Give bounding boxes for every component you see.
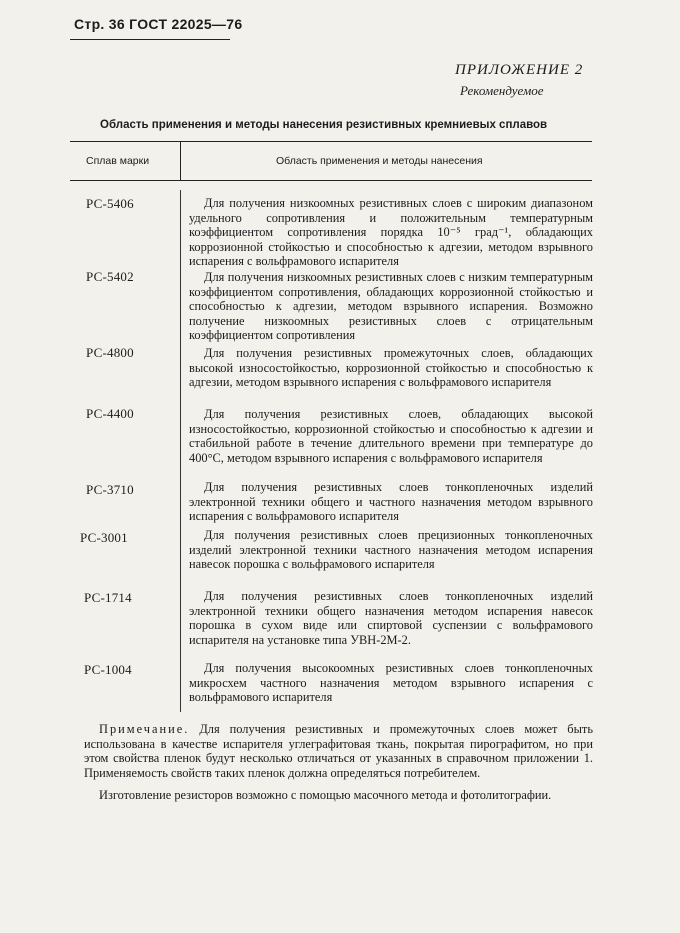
table-header-rule (70, 180, 592, 181)
alloy-grade: РС-4400 (86, 406, 134, 421)
alloy-grade: РС-4800 (86, 345, 134, 360)
description-column-line (180, 190, 181, 712)
alloy-grade: РС-1714 (84, 590, 132, 605)
alloy-grade: РС-5406 (86, 196, 134, 211)
alloy-grade: РС-1004 (84, 662, 132, 677)
page-header-rule (70, 39, 230, 40)
closing-paragraph: Изготовление резисторов возможно с помощью масочного метода и фотолитографии. (99, 788, 552, 802)
note-text: Для получения резистивных и промежуточных слоев может быть использована в качестве испарителя углеграфитовая ткань, покрытая пирографитом, но при этом свойства пленок будут несколько отличаться от указанных в справочном приложении 1. Применяемость свойств таких пленок должна определяться потребителем. (84, 722, 593, 780)
table-top-rule (70, 141, 592, 142)
column-header-alloy: Сплав марки (86, 155, 150, 167)
page-header: Стр. 36 ГОСТ 22025—76 (74, 16, 243, 32)
note-label: Примечание. (99, 722, 190, 736)
appendix-status: Рекомендуемое (460, 83, 544, 98)
alloy-grade: РС-3710 (86, 482, 134, 497)
alloy-description: Для получения резистивных слоев тонкопленочных изделий электронной техники общего назначения методом испарения навесок порошка в сухом виде или спиртовой суспензии с вольфрамового испарителя на установке типа УВН-2М-2. (189, 589, 593, 647)
document-title: Область применения и методы нанесения резистивных кремниевых сплавов (100, 119, 548, 131)
alloy-description: Для получения резистивных промежуточных слоев, обладающих высокой износостойкостью, коррозионной стойкостью и способностью к адгезии, методом взрывного испарения с вольфрамового испарителя (189, 346, 593, 390)
alloy-grade: РС-5402 (86, 269, 134, 284)
appendix-title: ПРИЛОЖЕНИЕ 2 (455, 62, 584, 78)
alloy-description: Для получения резистивных слоев тонкопленочных изделий электронной техники общего и частного назначения методом взрывного испарения с вольфрамового испарителя (189, 480, 593, 524)
alloy-description: Для получения резистивных слоев, обладающих высокой износостойкостью, коррозионной стойкостью и способностью к адгезии и стабильной работе в течение длительного времени при температуре до 400°С, методом взрывного испарения с вольфрамового испарителя (189, 407, 593, 465)
alloy-description: Для получения высокоомных резистивных слоев тонкопленочных микросхем частного назначения методом взрывного испарения с вольфрамового испарителя (189, 661, 593, 705)
alloy-description: Для получения низкоомных резистивных слоев с низким температурным коэффициентом сопротивления, обладающих коррозионной стойкостью и способностью к адгезии, методом взрывного испарения. Возможно получение низкоомных резистивных слоев с отрицательным коэффициентом сопротивления (189, 270, 593, 343)
alloy-description: Для получения резистивных слоев прецизионных тонкопленочных изделий электронной техники частного назначения методом испарения навесок порошка с вольфрамового испарителя (189, 528, 593, 572)
alloy-description: Для получения низкоомных резистивных слоев с широким диапазоном удельного сопротивления и положительным температурным коэффициентом сопротивления порядка 10⁻⁵ град⁻¹, обладающих коррозионной стойкостью и способностью к адгезии, методом взрывного испарения с вольфрамового испарителя (189, 196, 593, 269)
note (84, 722, 593, 780)
column-header-application: Область применения и методы нанесения (276, 155, 483, 167)
column-divider (180, 142, 181, 180)
alloy-grade: РС-3001 (80, 530, 128, 545)
